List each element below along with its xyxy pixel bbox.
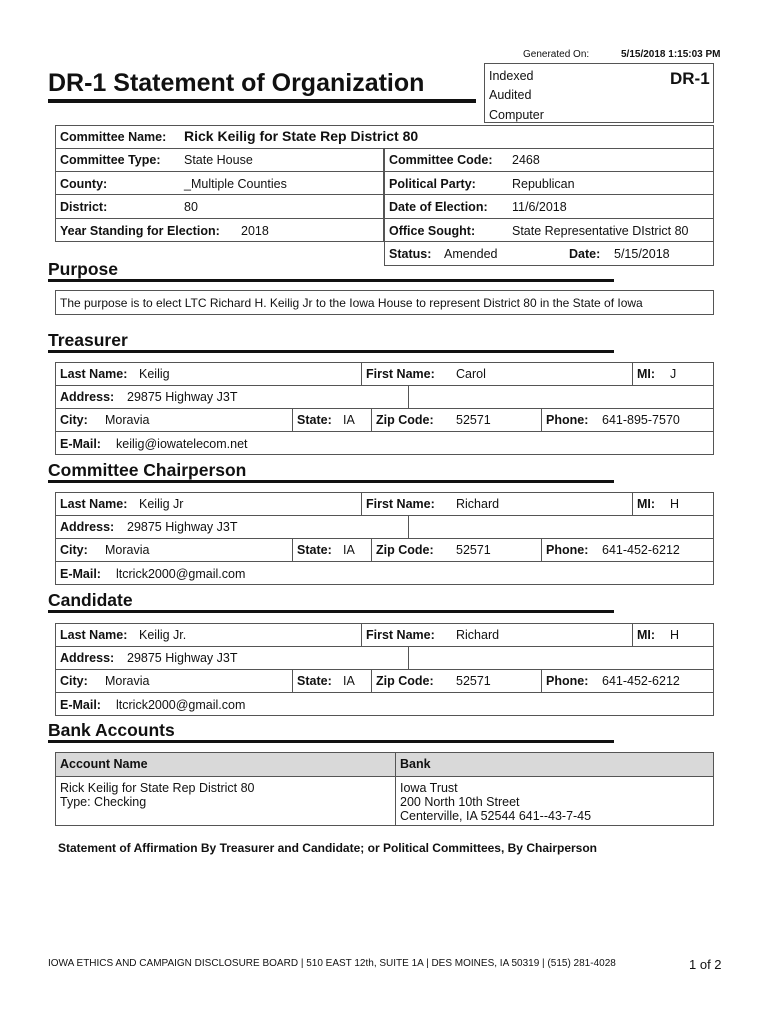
treasurer-email-value: keilig@iowatelecom.net bbox=[116, 437, 248, 451]
page-title: DR-1 Statement of Organization bbox=[48, 69, 425, 97]
county-label: County: bbox=[60, 177, 108, 191]
candidate-city-label: City: bbox=[60, 674, 88, 688]
committee-type-label: Committee Type: bbox=[60, 153, 161, 167]
treasurer-city-value: Moravia bbox=[105, 413, 150, 427]
bank-col-bank: Bank bbox=[400, 757, 431, 771]
chairperson-zip-value: 52571 bbox=[456, 543, 491, 557]
generated-on-label: Generated On: bbox=[523, 49, 590, 60]
bank-col-account-name: Account Name bbox=[60, 757, 148, 771]
county-value: _Multiple Counties bbox=[184, 177, 287, 191]
treasurer-state-label: State: bbox=[297, 413, 332, 427]
treasurer-first-label: First Name: bbox=[366, 367, 435, 381]
committee-name-value: Rick Keilig for State Rep District 80 bbox=[184, 128, 419, 144]
candidate-heading: Candidate bbox=[48, 590, 133, 610]
footer-address: IOWA ETHICS AND CAMPAIGN DISCLOSURE BOARD | 510 EAST 12th, SUITE 1A | DES MOINES, IA 50319 | (515) 281-4028 bbox=[48, 958, 616, 969]
candidate-state-label: State: bbox=[297, 674, 332, 688]
chairperson-city-value: Moravia bbox=[105, 543, 150, 557]
form-code: DR-1 bbox=[670, 69, 710, 88]
title-rule bbox=[48, 99, 476, 103]
status-label: Status: bbox=[389, 247, 432, 261]
treasurer-email-label: E-Mail: bbox=[60, 437, 101, 451]
candidate-last-value: Keilig Jr. bbox=[139, 628, 187, 642]
candidate-city-value: Moravia bbox=[105, 674, 150, 688]
page-number: 1 of 2 bbox=[689, 957, 722, 972]
district-label: District: bbox=[60, 200, 108, 214]
chairperson-email-label: E-Mail: bbox=[60, 567, 101, 581]
bank-table-header bbox=[56, 753, 713, 776]
bank-accounts-rule bbox=[48, 740, 614, 743]
year-standing-value: 2018 bbox=[241, 224, 269, 238]
committee-code-label: Committee Code: bbox=[389, 153, 493, 167]
chairperson-address-value: 29875 Highway J3T bbox=[127, 520, 238, 534]
treasurer-mi-value: J bbox=[670, 367, 677, 381]
candidate-address-label: Address: bbox=[60, 651, 115, 665]
chairperson-zip-label: Zip Code: bbox=[376, 543, 434, 557]
candidate-mi-value: H bbox=[670, 628, 680, 642]
political-party-value: Republican bbox=[512, 177, 575, 191]
treasurer-city-label: City: bbox=[60, 413, 88, 427]
purpose-heading: Purpose bbox=[48, 259, 119, 279]
treasurer-mi-label: MI: bbox=[637, 367, 656, 381]
candidate-state-value: IA bbox=[343, 674, 355, 688]
treasurer-heading: Treasurer bbox=[48, 330, 128, 350]
treasurer-last-value: Keilig bbox=[139, 367, 170, 381]
status-audited: Audited bbox=[489, 88, 532, 102]
treasurer-address-label: Address: bbox=[60, 390, 115, 404]
committee-type-value: State House bbox=[184, 153, 253, 167]
treasurer-address-value: 29875 Highway J3T bbox=[127, 390, 238, 404]
date-of-election-label: Date of Election: bbox=[389, 200, 488, 214]
candidate-first-label: First Name: bbox=[366, 628, 435, 642]
chairperson-state-label: State: bbox=[297, 543, 332, 557]
district-value: 80 bbox=[184, 200, 198, 214]
chairperson-address-label: Address: bbox=[60, 520, 115, 534]
candidate-rule bbox=[48, 610, 614, 613]
bank-account-type-line: Type: Checking bbox=[60, 795, 147, 809]
chairperson-last-value: Keilig Jr bbox=[139, 497, 184, 511]
bank-street-line: 200 North 10th Street bbox=[400, 795, 520, 809]
treasurer-phone-value: 641-895-7570 bbox=[602, 413, 680, 427]
purpose-text: The purpose is to elect LTC Richard H. Keilig Jr to the Iowa House to represent District 80 in the State of Iowa bbox=[60, 296, 643, 310]
candidate-address-value: 29875 Highway J3T bbox=[127, 651, 238, 665]
bank-city-line: Centerville, IA 52544 641--43-7-45 bbox=[400, 809, 592, 823]
chairperson-state-value: IA bbox=[343, 543, 355, 557]
bank-account-name-line: Rick Keilig for State Rep District 80 bbox=[60, 781, 255, 795]
chairperson-email-value: ltcrick2000@gmail.com bbox=[116, 567, 246, 581]
committee-name-label: Committee Name: bbox=[60, 130, 167, 144]
status-date-label: Date: bbox=[569, 247, 601, 261]
political-party-label: Political Party: bbox=[389, 177, 476, 191]
office-sought-label: Office Sought: bbox=[389, 224, 476, 238]
treasurer-zip-value: 52571 bbox=[456, 413, 491, 427]
chairperson-first-value: Richard bbox=[456, 497, 500, 511]
chairperson-city-label: City: bbox=[60, 543, 88, 557]
status-date-value: 5/15/2018 bbox=[614, 247, 670, 261]
treasurer-first-value: Carol bbox=[456, 367, 486, 381]
chairperson-last-label: Last Name: bbox=[60, 497, 128, 511]
chairperson-first-label: First Name: bbox=[366, 497, 435, 511]
candidate-zip-value: 52571 bbox=[456, 674, 491, 688]
office-sought-value: State Representative DIstrict 80 bbox=[512, 224, 689, 238]
year-standing-label: Year Standing for Election: bbox=[60, 224, 220, 238]
status-indexed: Indexed bbox=[489, 69, 534, 83]
chairperson-phone-label: Phone: bbox=[546, 543, 589, 557]
candidate-zip-label: Zip Code: bbox=[376, 674, 434, 688]
committee-code-value: 2468 bbox=[512, 153, 540, 167]
candidate-phone-label: Phone: bbox=[546, 674, 589, 688]
candidate-first-value: Richard bbox=[456, 628, 500, 642]
treasurer-rule bbox=[48, 350, 614, 353]
treasurer-last-label: Last Name: bbox=[60, 367, 128, 381]
status-computer: Computer bbox=[489, 108, 544, 122]
purpose-rule bbox=[48, 279, 614, 282]
bank-name-line: Iowa Trust bbox=[400, 781, 458, 795]
candidate-phone-value: 641-452-6212 bbox=[602, 674, 680, 688]
chairperson-rule bbox=[48, 480, 614, 483]
treasurer-phone-label: Phone: bbox=[546, 413, 589, 427]
status-value: Amended bbox=[444, 247, 498, 261]
chairperson-heading: Committee Chairperson bbox=[48, 460, 247, 480]
treasurer-zip-label: Zip Code: bbox=[376, 413, 434, 427]
chairperson-mi-label: MI: bbox=[637, 497, 656, 511]
date-of-election-value: 11/6/2018 bbox=[512, 200, 567, 214]
chairperson-mi-value: H bbox=[670, 497, 680, 511]
candidate-mi-label: MI: bbox=[637, 628, 656, 642]
candidate-last-label: Last Name: bbox=[60, 628, 128, 642]
bank-accounts-heading: Bank Accounts bbox=[48, 720, 175, 740]
candidate-email-value: ltcrick2000@gmail.com bbox=[116, 698, 246, 712]
generated-on-value: 5/15/2018 1:15:03 PM bbox=[621, 49, 721, 60]
chairperson-phone-value: 641-452-6212 bbox=[602, 543, 680, 557]
affirmation-statement: Statement of Affirmation By Treasurer and Candidate; or Political Committees, By Chairperson bbox=[58, 841, 597, 855]
candidate-email-label: E-Mail: bbox=[60, 698, 101, 712]
treasurer-state-value: IA bbox=[343, 413, 355, 427]
